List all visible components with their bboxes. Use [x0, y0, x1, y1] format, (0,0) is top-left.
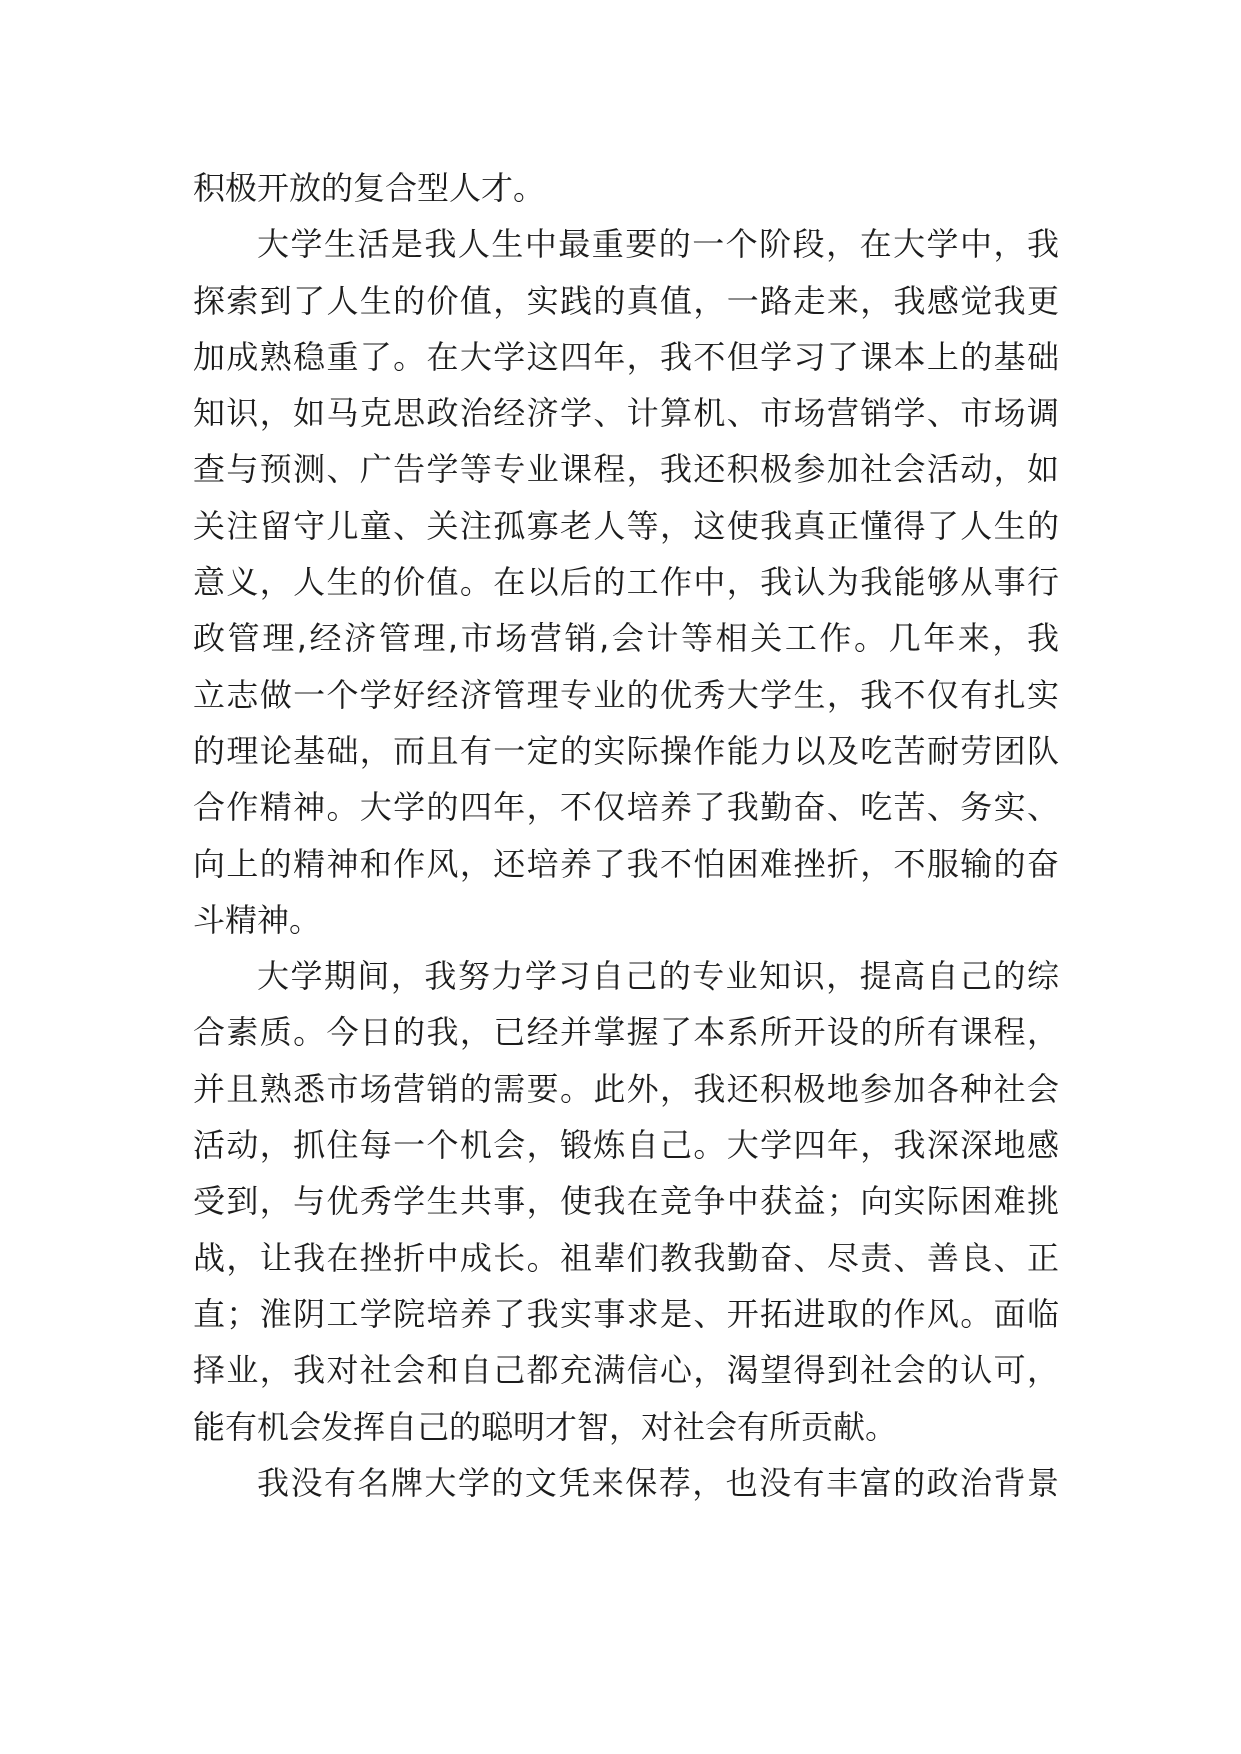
text-line: 受到，与优秀学生共事，使我在竞争中获益；向实际困难挑 — [193, 1182, 1059, 1221]
text-line: 战，让我在挫折中成长。祖辈们教我勤奋、尽责、善良、正 — [193, 1238, 1059, 1277]
text-line: 意义，人生的价值。在以后的工作中，我认为我能够从事行 — [193, 563, 1059, 602]
text-line: 向上的精神和作风，还培养了我不怕困难挫折，不服输的奋 — [193, 844, 1059, 883]
text-line: 的理论基础，而且有一定的实际操作能力以及吃苦耐劳团队 — [193, 731, 1059, 770]
text-line: 择业，我对社会和自己都充满信心，渴望得到社会的认可， — [193, 1351, 1059, 1390]
text-line: 大学期间，我努力学习自己的专业知识，提高自己的综 — [257, 957, 1059, 996]
text-line: 积极开放的复合型人才。 — [193, 169, 546, 207]
text-line: 并且熟悉市场营销的需要。此外，我还积极地参加各种社会 — [193, 1069, 1059, 1108]
text-line: 加成熟稳重了。在大学这四年，我不但学习了课本上的基础 — [193, 337, 1059, 376]
text-line: 合作精神。大学的四年，不仅培养了我勤奋、吃苦、务实、 — [193, 788, 1059, 827]
text-line: 能有机会发挥自己的聪明才智，对社会有所贡献。 — [193, 1407, 898, 1446]
text-line: 查与预测、广告学等专业课程，我还积极参加社会活动，如 — [193, 450, 1059, 489]
text-line: 合素质。今日的我，已经并掌握了本系所开设的所有课程， — [193, 1013, 1059, 1052]
text-line: 大学生活是我人生中最重要的一个阶段，在大学中，我 — [257, 225, 1059, 264]
text-line: 我没有名牌大学的文凭来保荐，也没有丰富的政治背景 — [257, 1463, 1059, 1502]
text-line: 政管理,经济管理,市场营销,会计等相关工作。几年来，我 — [193, 619, 1059, 658]
text-line: 斗精神。 — [193, 900, 322, 939]
document-body — [193, 160, 1059, 1511]
text-line: 知识，如马克思政治经济学、计算机、市场营销学、市场调 — [193, 394, 1059, 433]
text-line: 活动，抓住每一个机会，锻炼自己。大学四年，我深深地感 — [193, 1126, 1059, 1165]
text-line: 直；淮阴工学院培养了我实事求是、开拓进取的作风。面临 — [193, 1294, 1059, 1333]
text-line: 探索到了人生的价值，实践的真值，一路走来，我感觉我更 — [193, 281, 1059, 320]
text-line: 立志做一个学好经济管理专业的优秀大学生，我不仅有扎实 — [193, 675, 1059, 714]
text-line: 关注留守儿童、关注孤寡老人等，这使我真正懂得了人生的 — [193, 506, 1059, 545]
